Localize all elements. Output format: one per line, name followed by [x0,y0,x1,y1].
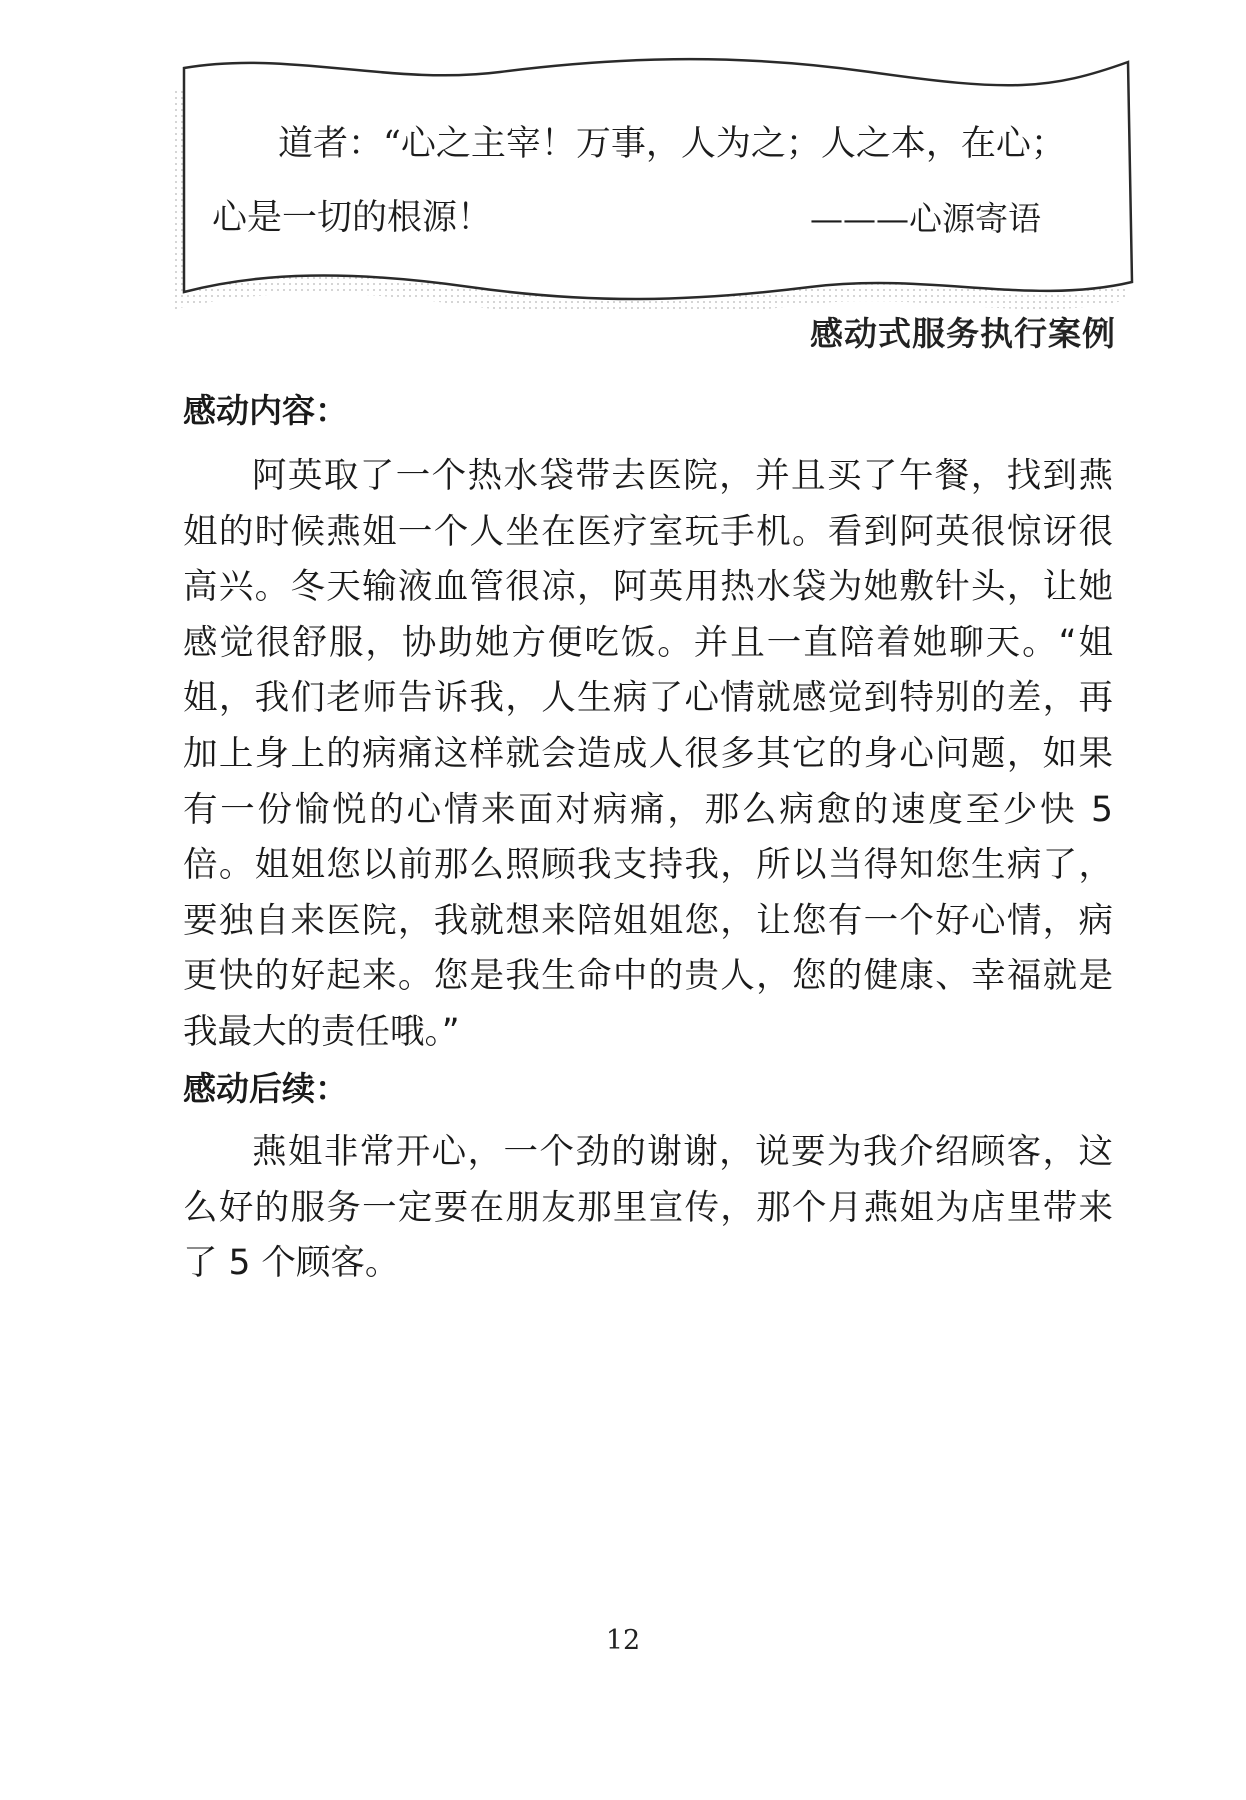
quote-attribution: ———心源寄语 [810,199,1041,238]
case-heading: 感动式服务执行案例 [810,314,1116,353]
scroll-banner-frame [170,50,1140,310]
section-body-followup: 燕姐非常开心，一个劲的谢谢，说要为我介绍顾客，这么好的服务一定要在朋友那里宣传，那个月燕姐为店里带来了 5 个顾客。 [183,1132,1113,1284]
page-number: 12 [605,1625,641,1656]
section-body-content: 阿英取了一个热水袋带去医院，并且买了午餐，找到燕姐的时候燕姐一个人坐在医疗室玩手机。看到阿英很惊讶很高兴。冬天输液血管很凉，阿英用热水袋为她敷针头，让她感觉很舒服，协助她方便吃饭。并且一直陪着她聊天。“姐姐，我们老师告诉我，人生病了心情就感觉到特别的差，再加上身上的病痛这样就会造成人很多其它的身心问题，如果有一份愉悦的心情来面对病痛，那么病愈的速度至少快 5 倍。姐姐您以前那么照顾我支持我，所以当得知您生病了，要独自来医院，我就想来陪姐姐您，让您有一个好心情，病更快的好起来。您是我生命中的贵人，您的健康、幸福就是我最大的责任哦。” [183,456,1113,1052]
section-title-followup: 感动后续： [183,1069,348,1108]
quote-line-2: 心是一切的根源！ [212,198,493,238]
quote-banner [170,50,1140,310]
section-title-content: 感动内容： [183,391,348,430]
quote-line-1: 道者：“心之主宰！万事，人为之；人之本，在心； [278,124,1066,164]
